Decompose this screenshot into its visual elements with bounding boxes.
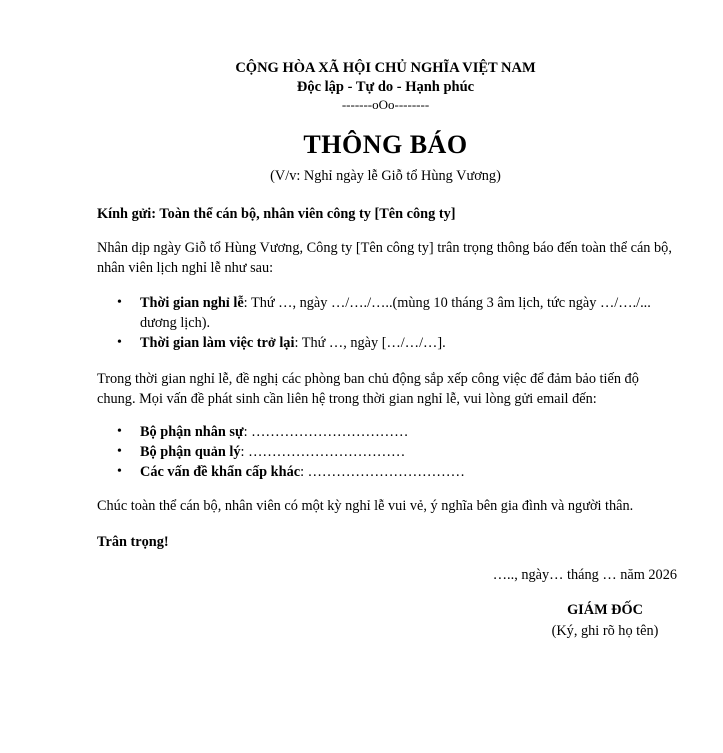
document-subject: (V/v: Nghỉ ngày lễ Giỗ tổ Hùng Vương) [270,168,501,184]
list-item [97,333,677,353]
schedule-value: : Thứ …, ngày …/…./…..(mùng 10 tháng 3 âm lịch, tức ngày …/…./... dương lịch). [140,295,651,331]
bullet-icon: • [117,444,122,459]
document-title: THÔNG BÁO [303,130,468,159]
recipient-line: Kính gửi: Toàn thể cán bộ, nhân viên công ty [Tên công ty] [97,206,456,222]
date-line: ….., ngày… tháng … năm 2026 [492,567,677,583]
list-item [97,293,677,333]
contact-list [97,422,677,482]
bullet-icon: • [117,335,122,350]
contact-label: Bộ phận nhân sự [140,424,244,440]
schedule-list [97,293,677,353]
signature-title: GIÁM ĐỐC [567,602,643,618]
bullet-icon: • [117,464,122,479]
contact-paragraph: Trong thời gian nghỉ lễ, đề nghị các phòng ban chủ động sắp xếp công việc để đảm bảo tiến độ chung. Mọi vấn đề phát sinh cần liên hệ trong thời gian nghỉ lễ, vui lòng gửi email đến: [97,371,639,407]
schedule-value: : Thứ …, ngày […/…/…]. [294,335,446,351]
bullet-icon: • [117,295,122,310]
contact-label: Các vấn đề khẩn cấp khác [140,464,301,480]
bullet-icon: • [117,424,122,439]
list-item [97,422,677,442]
regards-line: Trân trọng! [97,534,169,550]
national-motto: Độc lập - Tự do - Hạnh phúc [296,79,475,95]
contact-value: : …………………………… [300,464,465,480]
contact-label: Bộ phận quản lý [140,444,241,460]
list-item [97,442,677,462]
signature-note: (Ký, ghi rõ họ tên) [551,623,659,639]
schedule-label: Thời gian nghỉ lễ [140,295,244,311]
contact-value: : …………………………… [240,444,406,460]
closing-wish: Chúc toàn thể cán bộ, nhân viên có một kỳ nghỉ lễ vui vẻ, ý nghĩa bên gia đình và người thân. [97,498,634,514]
national-title: CỘNG HÒA XÃ HỘI CHỦ NGHĨA VIỆT NAM [235,60,536,76]
header-separator: -------oOo-------- [341,97,430,112]
contact-value: : …………………………… [243,424,409,440]
list-item [97,462,677,482]
intro-paragraph: Nhân dịp ngày Giỗ tổ Hùng Vương, Công ty [Tên công ty] trân trọng thông báo đến toàn thể cán bộ, nhân viên lịch nghỉ lễ như sau: [97,240,672,276]
schedule-label: Thời gian làm việc trở lại [140,335,295,351]
